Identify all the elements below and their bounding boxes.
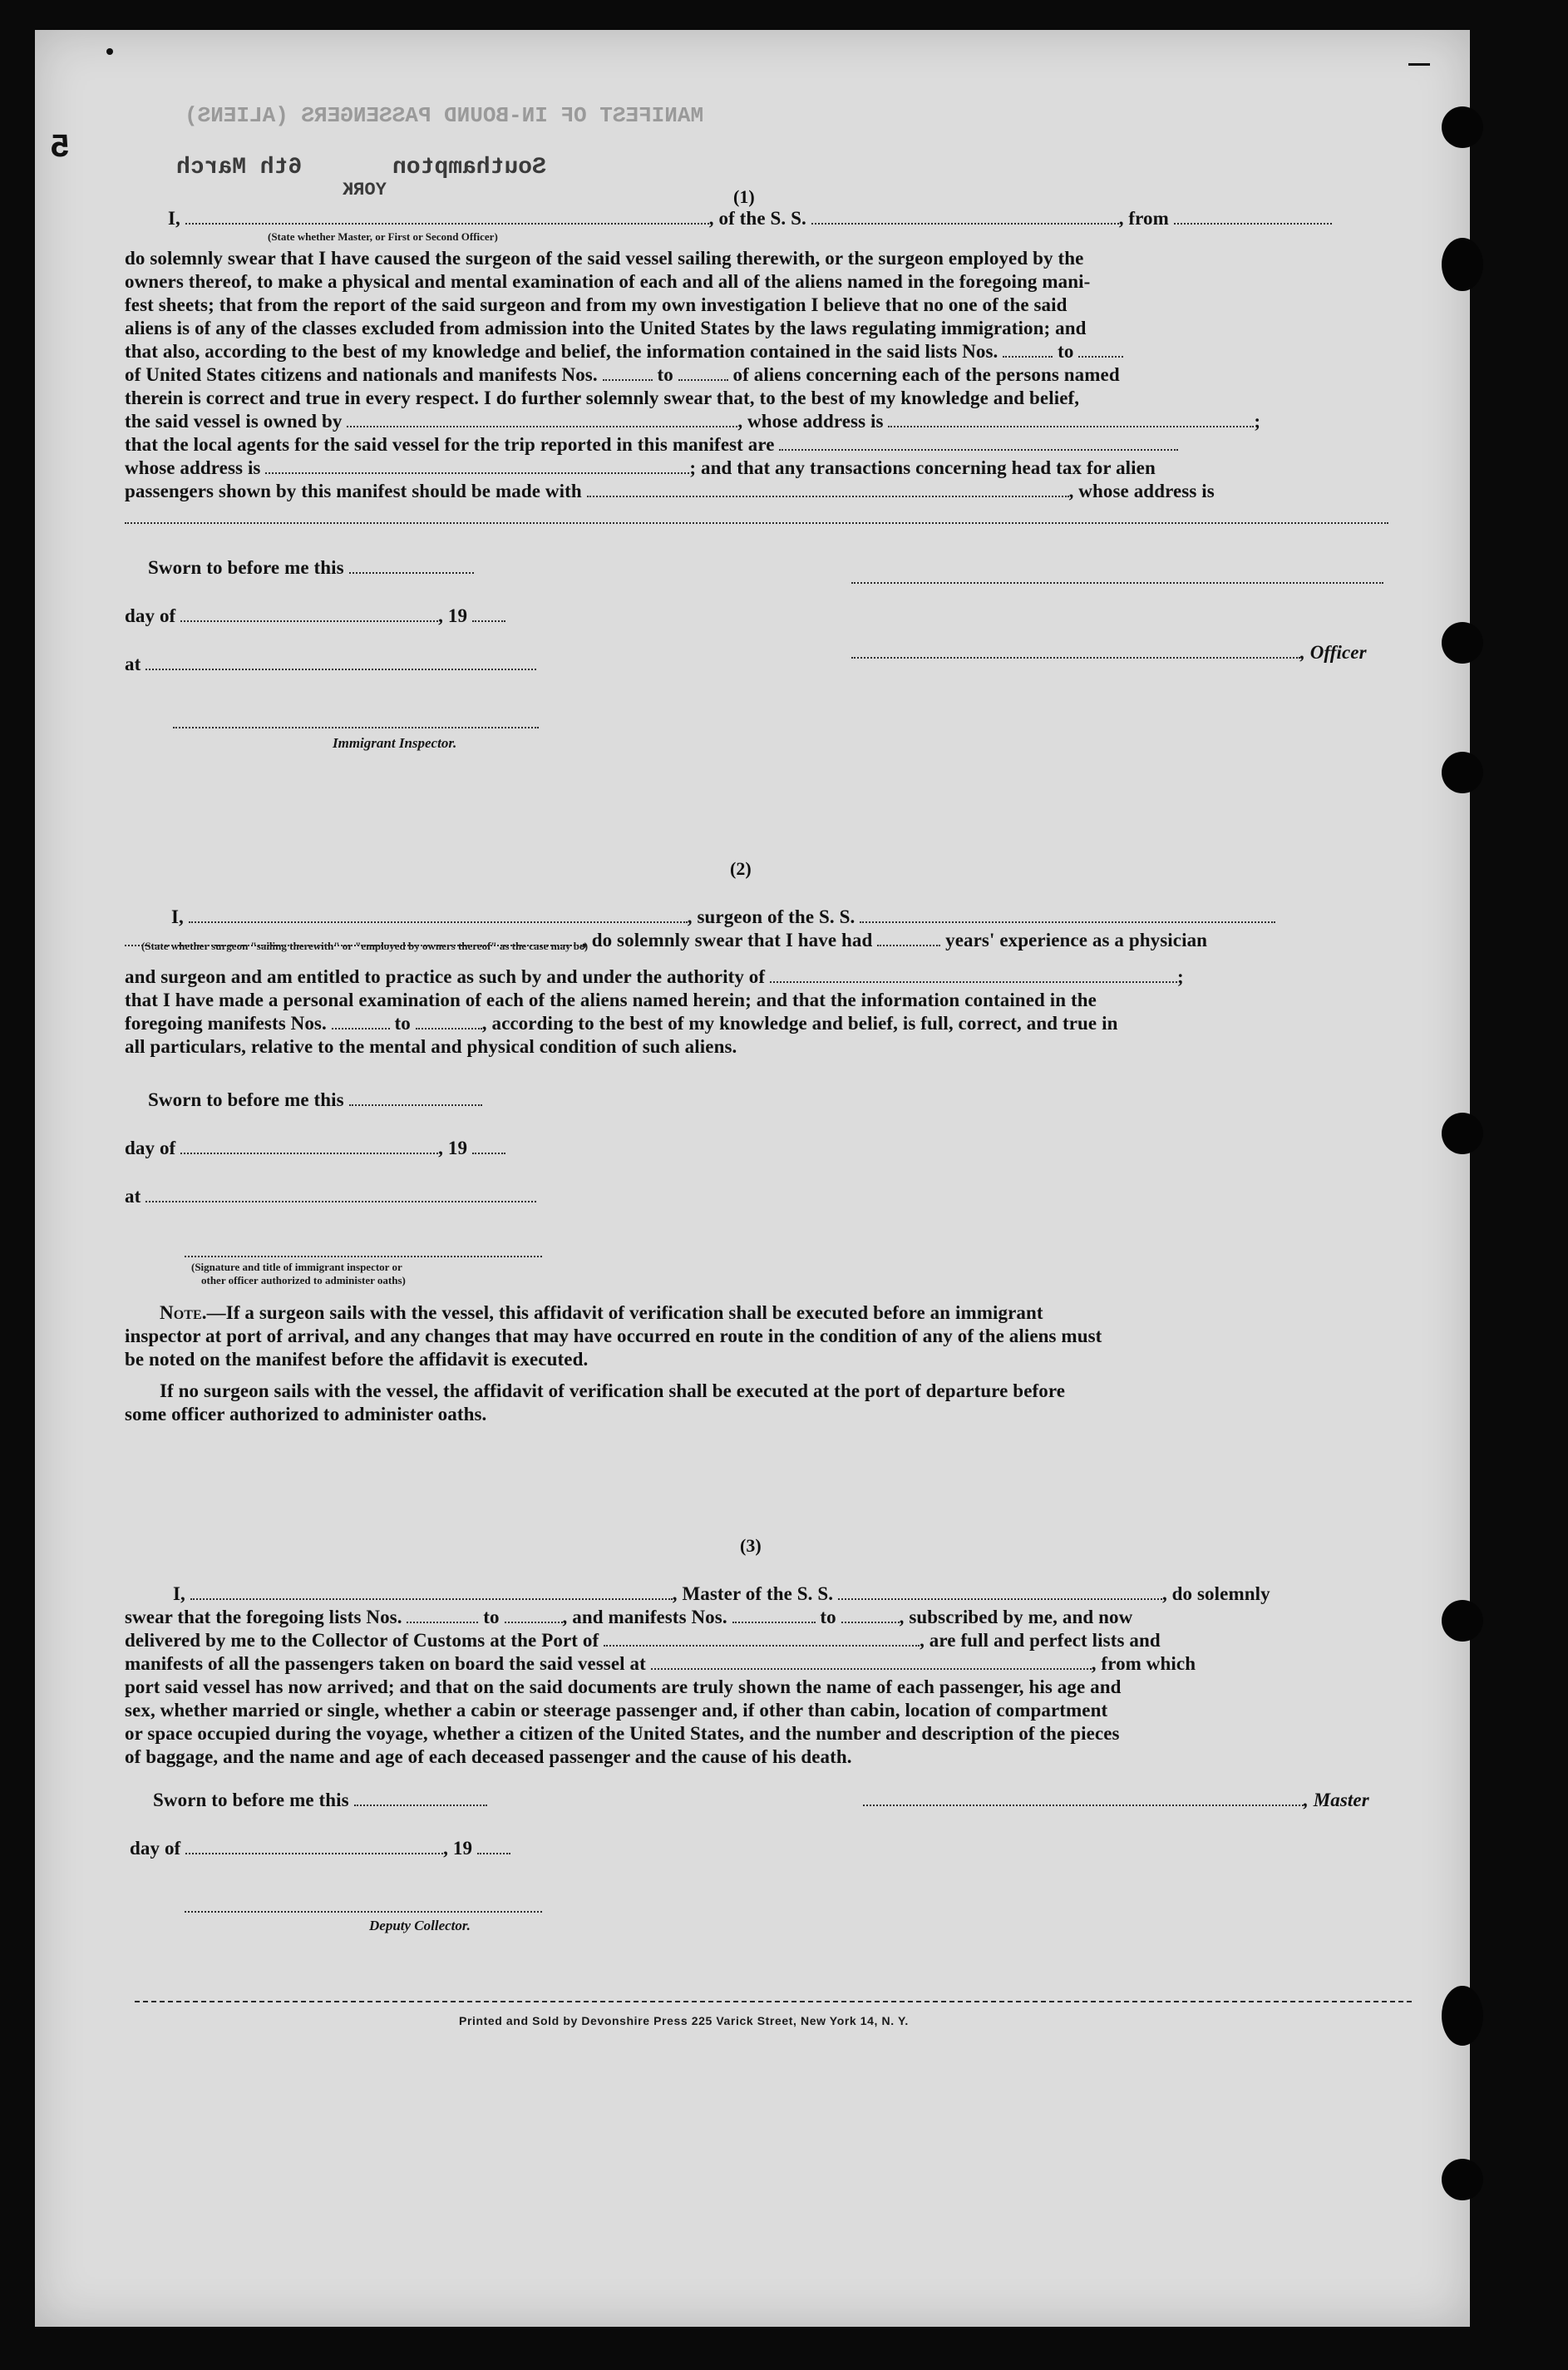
punch-hole-1	[1442, 106, 1483, 148]
footer-rule	[135, 2001, 1412, 2002]
section-3-day-of: day of , 19	[130, 1838, 510, 1859]
punch-hole-8	[1442, 2159, 1483, 2200]
section-2-line-2: that I have made a personal examination of each of the aliens named herein; and that the information contained in the	[125, 990, 1097, 1010]
punch-hole-5	[1442, 1113, 1483, 1154]
section-3-line-5: sex, whether married or single, whether a cabin or steerage passenger and, if other than cabin, location of compartment	[125, 1700, 1108, 1721]
corner-mark-right	[1408, 63, 1430, 66]
section-2-swear-line: , do solemnly swear that I have had years' experience as a physician	[125, 930, 1207, 951]
punch-hole-7	[1442, 1986, 1483, 2046]
section-3-line-3: manifests of all the passengers taken on board the said vessel at , from which	[125, 1653, 1196, 1674]
section-2-note-2: inspector at port of arrival, and any changes that may have occurred en route in the condition of any of the aliens must	[125, 1326, 1102, 1346]
section-1-line-9: that the local agents for the said vessel for the trip reported in this manifest are	[125, 434, 1178, 456]
section-3-line-2: delivered by me to the Collector of Customs at the Port of , are full and perfect lists and	[125, 1630, 1161, 1651]
corner-mark-left	[106, 48, 113, 55]
printer-imprint: Printed and Sold by Devonshire Press 225 Varick Street, New York 14, N. Y.	[459, 2014, 909, 2027]
section-3-collector-caption: Deputy Collector.	[369, 1918, 471, 1933]
section-2-intro: I, , surgeon of the S. S.	[171, 906, 1275, 928]
section-1-state-note: (State whether Master, or First or Second Officer)	[268, 230, 498, 243]
document-sheet	[35, 30, 1470, 2327]
section-1-officer-signature-top	[851, 582, 1383, 584]
section-1-line-10: whose address is ; and that any transactions concerning head tax for alien	[125, 457, 1156, 478]
section-2-line-1: and surgeon and am entitled to practice as such by and under the authority of ;	[125, 966, 1184, 987]
section-3-sworn: Sworn to before me this	[153, 1790, 487, 1811]
section-1-inspector-caption: Immigrant Inspector.	[333, 735, 457, 751]
section-2-note-5: some officer authorized to administer oaths.	[125, 1404, 487, 1424]
section-2-at: at	[125, 1186, 536, 1207]
section-2-note-3: be noted on the manifest before the affidavit is executed.	[125, 1349, 589, 1370]
section-1-line-11: passengers shown by this manifest should be made with , whose address is	[125, 481, 1215, 501]
section-1-line-5: that also, according to the best of my knowledge and belief, the information contained in the said lists Nos. to	[125, 341, 1123, 363]
section-2-sworn: Sworn to before me this	[148, 1089, 482, 1111]
bleed-through-port: Southampton	[392, 155, 546, 180]
section-3-line-4: port said vessel has now arrived; and that on the said documents are truly shown the name of each passenger, his age and	[125, 1676, 1122, 1697]
page-number-mark: 5	[50, 130, 71, 167]
section-3-intro: I, , Master of the S. S. , do solemnly	[173, 1583, 1270, 1604]
section-2-signature-note-2: other officer authorized to administer oaths)	[201, 1274, 406, 1286]
punch-hole-3	[1442, 622, 1483, 664]
section-2-note-1: Note.—If a surgeon sails with the vessel, this affidavit of verification shall be executed before an immigrant	[160, 1302, 1043, 1323]
bleed-through-title: MANIFEST OF IN-BOUND PASSENGERS (ALIENS)	[185, 103, 704, 128]
section-1-line-7: therein is correct and true in every respect. I do further solemnly swear that, to the best of my knowledge and belief,	[125, 388, 1080, 408]
section-3-number: (3)	[740, 1535, 762, 1556]
section-2-line-3: foregoing manifests Nos. to , according to the best of my knowledge and belief, is full, correct, and true in	[125, 1013, 1118, 1034]
section-2-signature-note-1: (Signature and title of immigrant inspector or	[191, 1261, 402, 1273]
section-1-line-1: do solemnly swear that I have caused the surgeon of the said vessel sailing therewith, or the surgeon employed by the	[125, 248, 1084, 269]
bleed-through-date: 6th March	[176, 155, 303, 180]
section-1-address-line	[125, 522, 1388, 524]
section-3-line-7: of baggage, and the name and age of each deceased passenger and the cause of his death.	[125, 1746, 852, 1767]
section-1-at: at	[125, 654, 536, 675]
section-3-master-line: , Master	[863, 1790, 1369, 1811]
section-2-line-4: all particulars, relative to the mental and physical condition of such aliens.	[125, 1036, 737, 1057]
section-1-intro: I, , of the S. S. , from	[168, 208, 1332, 230]
section-1-line-2: owners thereof, to make a physical and mental examination of each and all of the aliens named in the foregoing mani-	[125, 271, 1091, 292]
section-1-line-6: of United States citizens and nationals and manifests Nos. to of aliens concerning each of the persons named	[125, 364, 1120, 385]
punch-hole-2	[1442, 238, 1483, 291]
punch-hole-4	[1442, 752, 1483, 793]
section-3-line-6: or space occupied during the voyage, whether a citizen of the United States, and the number and description of the pieces	[125, 1723, 1120, 1744]
section-1-line-3: fest sheets; that from the report of the said surgeon and from my own investigation I believe that no one of the said	[125, 294, 1068, 315]
section-2-state-note: (State whether surgeon "sailing therewith" or "employed by owners thereof" as the case may be)	[141, 940, 589, 952]
punch-hole-6	[1442, 1600, 1483, 1642]
section-1-sworn: Sworn to before me this	[148, 557, 474, 579]
section-3-collector-line	[185, 1911, 542, 1913]
section-1-day-of: day of , 19	[125, 605, 505, 627]
section-2-signature-line	[185, 1256, 542, 1257]
section-1-inspector-line	[173, 727, 539, 728]
section-2-day-of: day of , 19	[125, 1138, 505, 1159]
section-1-line-8: the said vessel is owned by , whose address is ;	[125, 411, 1261, 432]
section-2-note-4: If no surgeon sails with the vessel, the affidavit of verification shall be executed at the port of departure before	[160, 1380, 1066, 1401]
bleed-through-city: YORK	[343, 180, 387, 200]
section-1-line-4: aliens is of any of the classes excluded from admission into the United States by the laws regulating immigration; and	[125, 318, 1087, 338]
section-2-number: (2)	[730, 858, 752, 879]
section-3-line-1: swear that the foregoing lists Nos. to , and manifests Nos. to , subscribed by me, and now	[125, 1607, 1133, 1627]
section-1-officer-line: , Officer	[851, 642, 1367, 664]
section-1-number: (1)	[733, 186, 755, 207]
